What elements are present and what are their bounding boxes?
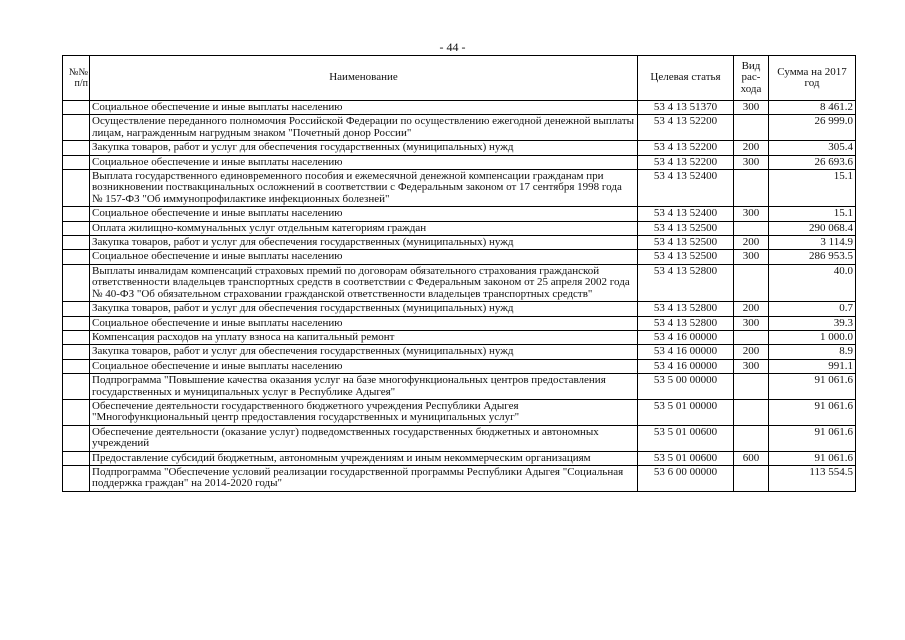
row-expense-type-cell: 300 [734,155,769,169]
row-number-cell [63,155,90,169]
row-expense-type-cell [734,330,769,344]
row-target-article-cell: 53 4 16 00000 [638,359,734,373]
row-number-cell [63,451,90,465]
row-name-cell: Закупка товаров, работ и услуг для обеспечения государственных (муниципальных) нужд [90,302,638,316]
table-row [63,302,856,316]
row-amount-cell: 91 061.6 [769,374,856,400]
row-number-cell [63,221,90,235]
row-expense-type-cell [734,465,769,491]
row-expense-type-cell: 300 [734,359,769,373]
row-target-article-cell: 53 4 13 52500 [638,236,734,250]
row-amount-cell: 1 000.0 [769,330,856,344]
row-amount-cell: 91 061.6 [769,451,856,465]
row-name-cell: Выплата государственного единовременного пособия и ежемесячной денежной компенсации гражданам при возникновении поствакцинальных осложнений в соответствии с Федеральным законом от 17 сентября 1998 года № 157-ФЗ "Об иммунопрофилактике инфекционных болезней" [90,170,638,207]
budget-table [62,55,856,492]
row-name-cell: Закупка товаров, работ и услуг для обеспечения государственных (муниципальных) нужд [90,345,638,359]
table-row [63,236,856,250]
table-row [63,221,856,235]
row-name-cell: Предоставление субсидий бюджетным, автономным учреждениям и иным некоммерческим организациям [90,451,638,465]
row-amount-cell: 15.1 [769,207,856,221]
header-number: №№ п/п [63,56,90,101]
table-row [63,465,856,491]
row-target-article-cell: 53 4 13 52800 [638,302,734,316]
table-row [63,141,856,155]
row-expense-type-cell: 200 [734,302,769,316]
row-name-cell: Компенсация расходов на уплату взноса на капитальный ремонт [90,330,638,344]
table-header-row [63,56,856,101]
row-amount-cell: 15.1 [769,170,856,207]
row-target-article-cell: 53 5 01 00600 [638,451,734,465]
row-expense-type-cell: 300 [734,101,769,115]
row-amount-cell: 991.1 [769,359,856,373]
row-expense-type-cell [734,425,769,451]
header-name: Наименование [90,56,638,101]
row-amount-cell: 3 114.9 [769,236,856,250]
row-expense-type-cell: 600 [734,451,769,465]
row-number-cell [63,170,90,207]
table-row [63,374,856,400]
row-name-cell: Социальное обеспечение и иные выплаты населению [90,250,638,264]
row-expense-type-cell: 300 [734,207,769,221]
row-expense-type-cell [734,115,769,141]
table-row [63,330,856,344]
table-row [63,155,856,169]
row-number-cell [63,465,90,491]
table-row [63,250,856,264]
row-amount-cell: 113 554.5 [769,465,856,491]
row-name-cell: Социальное обеспечение и иные выплаты населению [90,359,638,373]
table-row [63,207,856,221]
row-expense-type-cell [734,170,769,207]
row-amount-cell: 290 068.4 [769,221,856,235]
row-name-cell: Закупка товаров, работ и услуг для обеспечения государственных (муниципальных) нужд [90,236,638,250]
header-expense-type: Вид рас-хода [734,56,769,101]
table-row [63,425,856,451]
row-number-cell [63,374,90,400]
row-number-cell [63,115,90,141]
row-name-cell: Подпрограмма "Повышение качества оказания услуг на базе многофункциональных центров предоставления государственных и муниципальных услуг в Республике Адыгея" [90,374,638,400]
header-amount-2017: Сумма на 2017 год [769,56,856,101]
row-expense-type-cell: 200 [734,141,769,155]
row-target-article-cell: 53 4 16 00000 [638,330,734,344]
row-target-article-cell: 53 6 00 00000 [638,465,734,491]
row-expense-type-cell [734,264,769,301]
page-number: - 44 - [439,40,466,54]
row-number-cell [63,250,90,264]
row-amount-cell: 8.9 [769,345,856,359]
row-number-cell [63,345,90,359]
row-target-article-cell: 53 4 13 52400 [638,207,734,221]
row-number-cell [63,316,90,330]
row-target-article-cell: 53 5 00 00000 [638,374,734,400]
row-amount-cell: 91 061.6 [769,425,856,451]
table-row [63,451,856,465]
row-number-cell [63,302,90,316]
row-target-article-cell: 53 4 13 52800 [638,264,734,301]
table-row [63,264,856,301]
row-name-cell: Выплаты инвалидам компенсаций страховых премий по договорам обязательного страхования гражданской ответственности владельцев транспортных средств в соответствии с Федеральным законом от 25 апреля 2002 года № 40-ФЗ "Об обязательном страховании гражданской ответственности владельцев транспортных средств" [90,264,638,301]
row-number-cell [63,425,90,451]
row-target-article-cell: 53 4 13 51370 [638,101,734,115]
row-name-cell: Осуществление переданного полномочия Российской Федерации по осуществлению ежегодной денежной выплаты лицам, награжденным нагрудным знаком "Почетный донор России" [90,115,638,141]
row-target-article-cell: 53 4 13 52200 [638,155,734,169]
row-name-cell: Социальное обеспечение и иные выплаты населению [90,155,638,169]
header-target-article: Целевая статья [638,56,734,101]
row-expense-type-cell: 300 [734,316,769,330]
row-name-cell: Подпрограмма "Обеспечение условий реализации государственной программы Республики Адыгея "Социальная поддержка граждан" на 2014-2020 годы" [90,465,638,491]
row-target-article-cell: 53 5 01 00000 [638,399,734,425]
row-name-cell: Закупка товаров, работ и услуг для обеспечения государственных (муниципальных) нужд [90,141,638,155]
table-row [63,345,856,359]
row-amount-cell: 26 693.6 [769,155,856,169]
row-target-article-cell: 53 4 13 52400 [638,170,734,207]
row-number-cell [63,264,90,301]
row-amount-cell: 40.0 [769,264,856,301]
row-target-article-cell: 53 4 13 52500 [638,221,734,235]
row-number-cell [63,141,90,155]
row-expense-type-cell: 300 [734,250,769,264]
row-name-cell: Оплата жилищно-коммунальных услуг отдельным категориям граждан [90,221,638,235]
row-name-cell: Социальное обеспечение и иные выплаты населению [90,101,638,115]
row-target-article-cell: 53 5 01 00600 [638,425,734,451]
row-target-article-cell: 53 4 13 52500 [638,250,734,264]
row-number-cell [63,207,90,221]
row-target-article-cell: 53 4 13 52200 [638,115,734,141]
row-amount-cell: 26 999.0 [769,115,856,141]
row-amount-cell: 305.4 [769,141,856,155]
row-expense-type-cell [734,374,769,400]
table-body [63,101,856,492]
row-amount-cell: 8 461.2 [769,101,856,115]
row-expense-type-cell: 200 [734,345,769,359]
table-row [63,170,856,207]
row-name-cell: Обеспечение деятельности (оказание услуг) подведомственных государственных бюджетных и автономных учреждений [90,425,638,451]
row-expense-type-cell [734,221,769,235]
table-row [63,101,856,115]
row-name-cell: Социальное обеспечение и иные выплаты населению [90,207,638,221]
row-expense-type-cell [734,399,769,425]
table-row [63,115,856,141]
row-number-cell [63,101,90,115]
row-target-article-cell: 53 4 13 52800 [638,316,734,330]
row-number-cell [63,359,90,373]
row-target-article-cell: 53 4 16 00000 [638,345,734,359]
row-number-cell [63,330,90,344]
table-row [63,399,856,425]
row-name-cell: Обеспечение деятельности государственного бюджетного учреждения Республики Адыгея "Многофункциональный центр предоставления государственных и муниципальных услуг" [90,399,638,425]
table-row [63,316,856,330]
row-number-cell [63,236,90,250]
row-amount-cell: 286 953.5 [769,250,856,264]
row-amount-cell: 91 061.6 [769,399,856,425]
row-number-cell [63,399,90,425]
row-target-article-cell: 53 4 13 52200 [638,141,734,155]
row-expense-type-cell: 200 [734,236,769,250]
table-row [63,359,856,373]
row-amount-cell: 0.7 [769,302,856,316]
row-name-cell: Социальное обеспечение и иные выплаты населению [90,316,638,330]
row-amount-cell: 39.3 [769,316,856,330]
